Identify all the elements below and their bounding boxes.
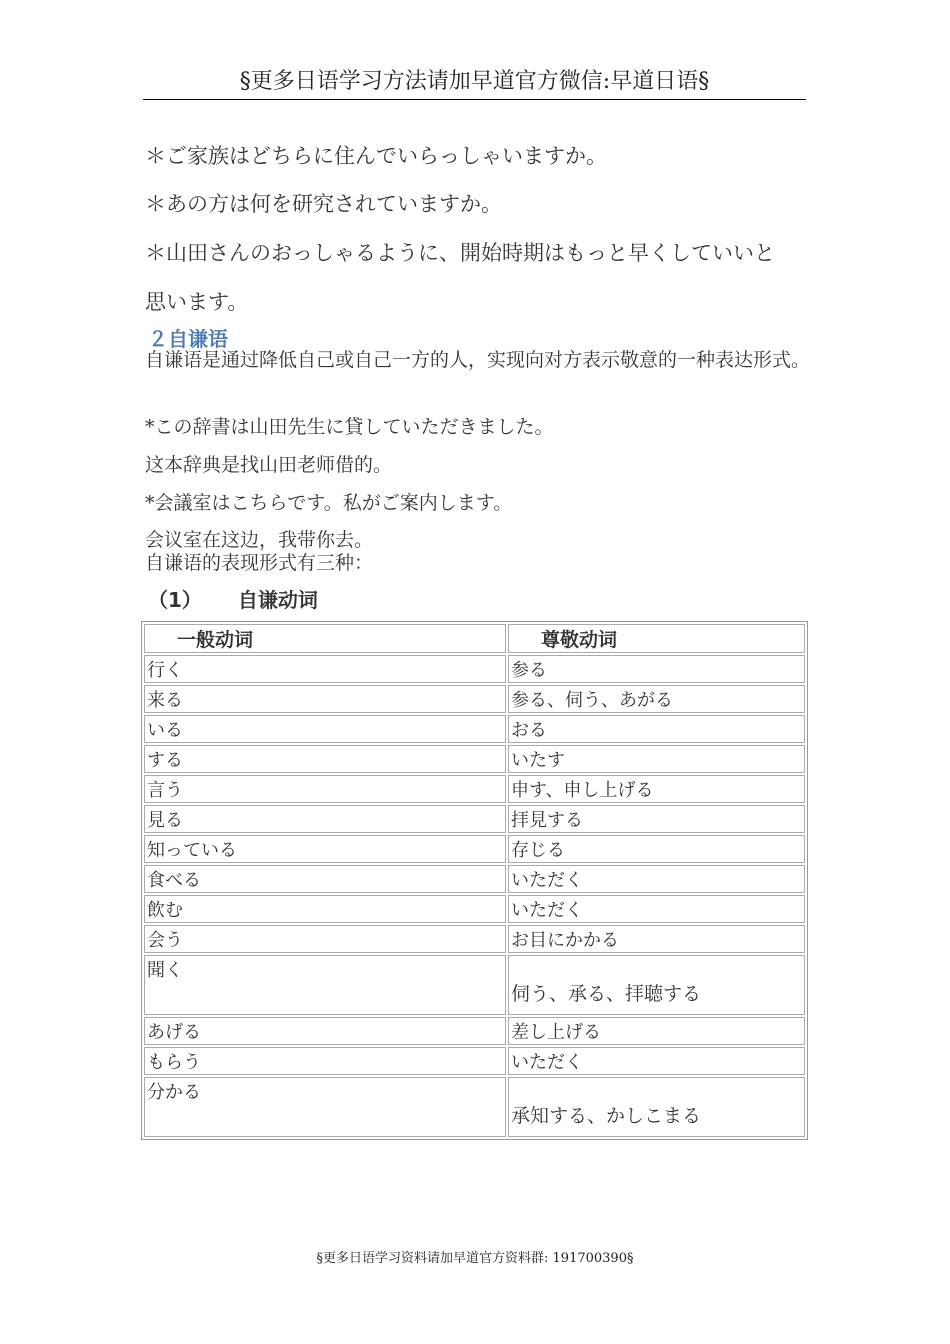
subsection-number: （1） (148, 588, 202, 612)
honorific-example-1: ＊ご家族はどちらに住んでいらっしゃいますか。 (145, 144, 607, 168)
general-verb-cell: 行く (144, 655, 506, 683)
humble-example-2: *会議室はこちらです。私がご案内します。 (145, 492, 513, 514)
honorific-example-3-cont: 思います。 (145, 290, 249, 314)
general-verb-cell: 食べる (144, 865, 506, 893)
humble-verb-cell: いただく (508, 1047, 805, 1075)
general-verb-cell: 飲む (144, 895, 506, 923)
humble-verb-cell: いただく (508, 865, 805, 893)
humble-verb-cell: 存じる (508, 835, 805, 863)
general-verb-cell: 見る (144, 805, 506, 833)
section-intro: 自谦语是通过降低自己或自己一方的人，实现向对方表示敬意的一种表达形式。 (145, 349, 811, 371)
table-row (144, 955, 805, 1015)
humble-verb-cell: おる (508, 715, 805, 743)
table-row (144, 1077, 805, 1137)
table-row (144, 925, 805, 953)
humble-verb-cell: 差し上げる (508, 1017, 805, 1045)
honorific-example-3: ＊山田さんのおっしゃるように、開始時期はもっと早くしていいと (145, 241, 775, 265)
table-header-row (144, 624, 805, 653)
subsection-heading (148, 584, 318, 613)
humble-verb-cell: お目にかかる (508, 925, 805, 953)
humble-verb-cell: 申す、申し上げる (508, 775, 805, 803)
humble-verb-cell: 参る、伺う、あがる (508, 685, 805, 713)
table-row (144, 805, 805, 833)
humble-verb-cell: 承知する、かしこまる (508, 1077, 805, 1137)
table-row (144, 895, 805, 923)
humble-verb-cell: いたす (508, 745, 805, 773)
section-title: ２自谦语 (148, 327, 228, 351)
general-verb-cell: 来る (144, 685, 506, 713)
humble-verb-cell: いただく (508, 895, 805, 923)
general-verb-cell: 聞く (144, 955, 506, 1015)
general-verb-cell: 会う (144, 925, 506, 953)
table-row (144, 745, 805, 773)
honorific-example-2: ＊あの方は何を研究されていますか。 (145, 192, 502, 216)
general-verb-cell: いる (144, 715, 506, 743)
table-row (144, 775, 805, 803)
table-row (144, 655, 805, 683)
humble-forms-intro: 自谦语的表现形式有三种： (145, 552, 374, 574)
humble-verb-cell: 拝見する (508, 805, 805, 833)
general-verb-cell: 分かる (144, 1077, 506, 1137)
humble-translation-2: 会议室在这边，我带你去。 (145, 529, 374, 551)
humble-translation-1: 这本辞典是找山田老师借的。 (145, 454, 393, 476)
page-footer: §更多日语学习资料请加早道官方资料群: 191700390§ (316, 1251, 634, 1266)
column-header-humble: 尊敬动词 (508, 624, 805, 653)
table-row (144, 1017, 805, 1045)
general-verb-cell: 言う (144, 775, 506, 803)
table-row (144, 1047, 805, 1075)
table-row (144, 835, 805, 863)
humble-verb-cell: 参る (508, 655, 805, 683)
subsection-title: 自谦动词 (237, 588, 318, 612)
verb-table (141, 621, 808, 1140)
general-verb-cell: もらう (144, 1047, 506, 1075)
table-row (144, 715, 805, 743)
general-verb-cell: する (144, 745, 506, 773)
humble-example-1: *この辞書は山田先生に貸していただきました。 (145, 416, 554, 438)
table-row (144, 865, 805, 893)
column-header-general: 一般动词 (144, 624, 506, 653)
page-header: §更多日语学习方法请加早道官方微信:早道日语§ (143, 64, 806, 100)
general-verb-cell: あげる (144, 1017, 506, 1045)
table-row (144, 685, 805, 713)
general-verb-cell: 知っている (144, 835, 506, 863)
humble-verb-cell: 伺う、承る、拝聴する (508, 955, 805, 1015)
